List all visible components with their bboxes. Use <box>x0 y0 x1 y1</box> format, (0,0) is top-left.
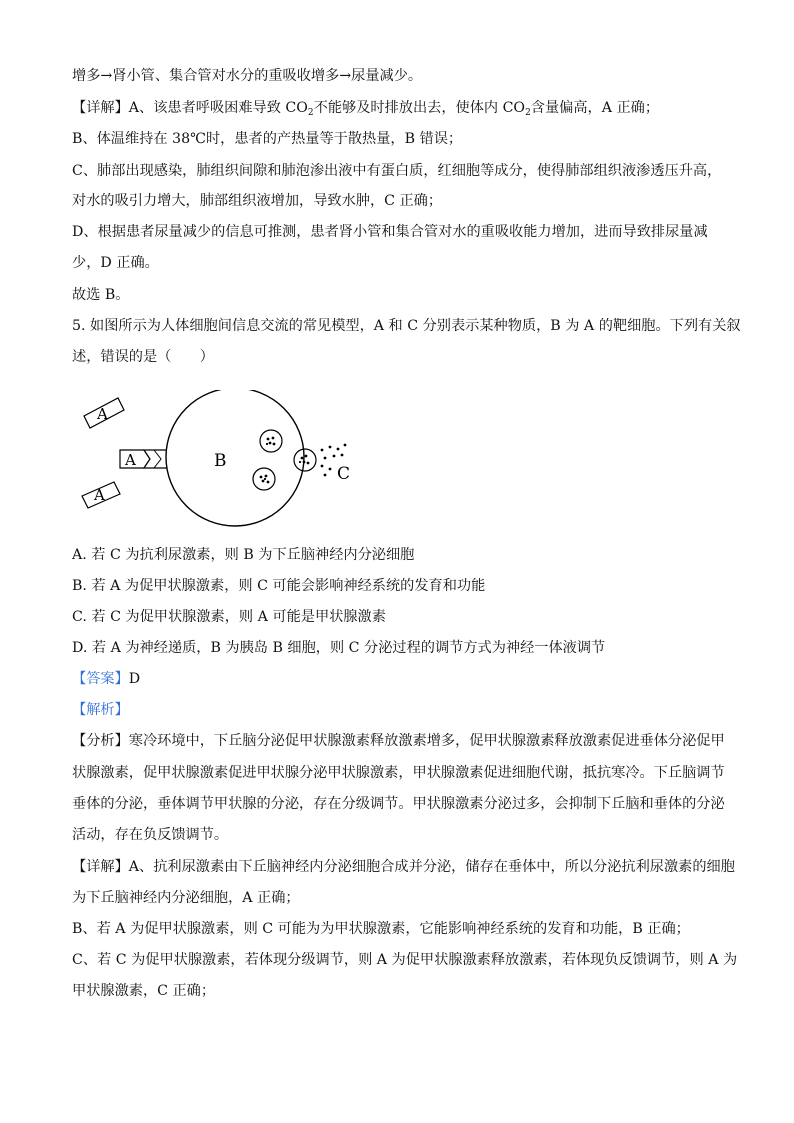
hormone-a-tag-top <box>84 398 124 428</box>
label-a-bottom: A <box>94 486 105 504</box>
text-line: C、肺部出现感染，肺组织间隙和肺泡渗出液中有蛋白质，红细胞等成分，使得肺部组织液渗透压升高， <box>72 163 722 179</box>
cell-signaling-diagram <box>78 390 368 540</box>
label-a-top: A <box>97 405 108 423</box>
analysis-line: 【分析】寒冷环境中，下丘脑分泌促甲状腺激素释放激素增多，促甲状腺激素释放激素促进垂体分泌促甲 <box>72 733 725 749</box>
analysis-line: 状腺激素，促甲状腺激素促进甲状腺分泌甲状腺激素，甲状腺激素促进细胞代谢，抵抗寒冷。下丘脑调节 <box>72 765 725 781</box>
label-a-mid: A <box>125 451 136 469</box>
label-c: C <box>337 464 351 484</box>
question-5-stem: 述，错误的是（ ） <box>72 349 214 365</box>
option-b: B. 若 A 为促甲状腺激素，则 C 可能会影响神经系统的发育和功能 <box>72 578 486 594</box>
answer-line <box>72 669 140 689</box>
analysis-heading: 【解析】 <box>72 702 129 718</box>
option-a: A. 若 C 为抗利尿激素，则 B 为下丘脑神经内分泌细胞 <box>72 547 415 563</box>
answer-value: D <box>128 671 141 687</box>
detail-tag: 【详解】 <box>72 100 129 116</box>
answer-tag: 【答案】 <box>72 671 129 687</box>
question-5-stem: 5. 如图所示为人体细胞间信息交流的常见模型，A 和 C 分别表示某种物质，B 为 A 的靶细胞。下列有关叙 <box>72 318 741 334</box>
text-line: B、体温维持在 38℃时，患者的产热量等于散热量，B 错误； <box>72 131 463 147</box>
text-line: 增多→肾小管、集合管对水分的重吸收增多→尿量减少。 <box>72 68 423 84</box>
text-line: 对水的吸引力增大，肺部组织液增加，导致水肿，C 正确； <box>72 193 443 209</box>
detail-line: 为下丘脑神经内分泌细胞，A 正确； <box>72 890 300 906</box>
target-cell-b <box>166 390 304 526</box>
detail-line: 甲状腺激素，C 正确； <box>72 983 216 999</box>
option-c: C. 若 C 为促甲状腺激素，则 A 可能是甲状腺激素 <box>72 609 386 625</box>
text-line: D、根据患者尿量减少的信息可推测，患者肾小管和集合管对水的重吸收能力增加，进而导致排尿量减 <box>72 224 708 240</box>
text-line: 少，D 正确。 <box>72 255 159 271</box>
detail-line: C、若 C 为促甲状腺激素，若体现分级调节，则 A 为促甲状腺激素释放激素，若体现负反馈调节，则 A 为 <box>72 952 738 968</box>
analysis-line: 活动，存在负反馈调节。 <box>72 827 229 843</box>
option-d: D. 若 A 为神经递质，B 为胰岛 B 细胞，则 C 分泌过程的调节方式为神经一体液调节 <box>72 640 606 656</box>
detail-line: 【详解】A、抗利尿激素由下丘脑神经内分泌细胞合成并分泌，储存在垂体中，所以分泌抗利尿激素的细胞 <box>72 859 735 875</box>
analysis-line: 垂体的分泌，垂体调节甲状腺的分泌，存在分级调节。甲状腺激素分泌过多，会抑制下丘脑和垂体的分泌 <box>72 796 725 812</box>
hormone-a-tag-bottom <box>82 482 120 508</box>
text-line: 【详解】A、该患者呼吸困难导致 $CO_2$不能够及时排放出去，使体内 $CO_2$含量偏高，A 正确； <box>72 100 660 118</box>
text-line: 故选 B。 <box>72 287 130 303</box>
detail-line: B、若 A 为促甲状腺激素，则 C 可能为为甲状腺激素，它能影响神经系统的发育和功能，B 正确； <box>72 921 690 937</box>
label-b: B <box>214 451 227 471</box>
